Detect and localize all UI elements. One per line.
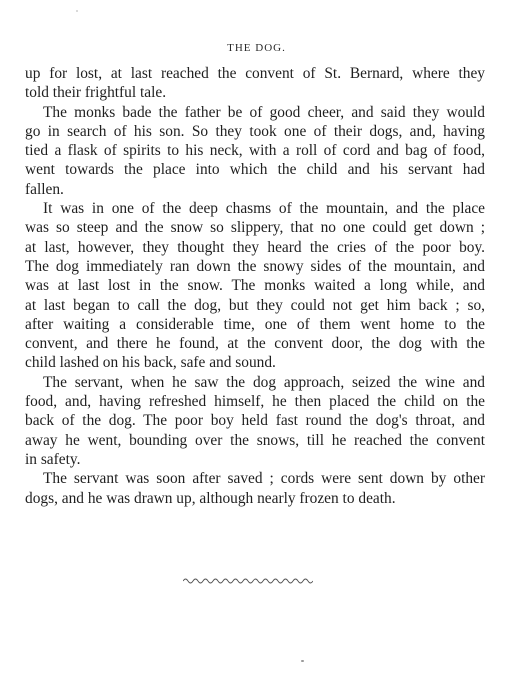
text-line: fallen. (25, 180, 64, 198)
text-line: go in search of his son. So they took one of their dogs, and, having (25, 122, 485, 140)
text-line: at last, however, they thought they heard the cries of the poor boy. (25, 238, 485, 256)
paragraph (25, 199, 485, 373)
running-head: THE DOG. (227, 42, 286, 54)
text-line: up for lost, at last reached the convent of St. Bernard, where they (25, 65, 485, 82)
text-line: It was in one of the deep chasms of the mountain, and the place (43, 200, 485, 218)
text-line: was so steep and the snow so slippery, that no one could get down ; (25, 219, 485, 237)
text-line: told their frightful tale. (25, 84, 167, 102)
paper-speck (301, 660, 304, 662)
paper-speck (76, 10, 78, 12)
text-line: The monks bade the father be of good cheer, and said they would (43, 103, 485, 121)
text-line: dogs, and he was drawn up, although nearly frozen to death. (25, 489, 396, 507)
text-line: tied a flask of spirits to his neck, with a roll of cord and bag of food, (25, 142, 485, 160)
paragraph (25, 64, 485, 103)
text-line: at last began to call the dog, but they could not get him back ; so, (25, 296, 485, 314)
text-line: The dog immediately ran down the snowy sides of the mountain, and (25, 257, 485, 275)
text-line: after waiting a considerable time, one of them went home to the (25, 315, 485, 333)
text-line: The servant, when he saw the dog approach, seized the wine and (43, 373, 485, 391)
text-line: child lashed on his back, safe and sound. (25, 354, 276, 372)
text-line: was at last lost in the snow. The monks waited a long while, and (25, 277, 485, 295)
text-line: convent, and there he found, at the convent door, the dog with the (25, 335, 485, 353)
paragraph (25, 103, 485, 199)
text-line: back of the dog. The poor boy held fast round the dog's throat, and (25, 412, 485, 430)
text-line: away he went, bounding over the snows, till he reached the convent (25, 431, 485, 449)
body-text (25, 64, 485, 508)
text-line: went towards the place into which the child and his servant had (25, 161, 485, 179)
text-line: The servant was soon after saved ; cords were sent down by other (43, 470, 485, 488)
paragraph (25, 373, 485, 469)
text-line: food, and, having refreshed himself, he then placed the child on the (25, 393, 485, 411)
text-line: in safety. (25, 450, 81, 468)
paragraph (25, 469, 485, 508)
wavy-rule-ornament-icon (183, 576, 313, 586)
